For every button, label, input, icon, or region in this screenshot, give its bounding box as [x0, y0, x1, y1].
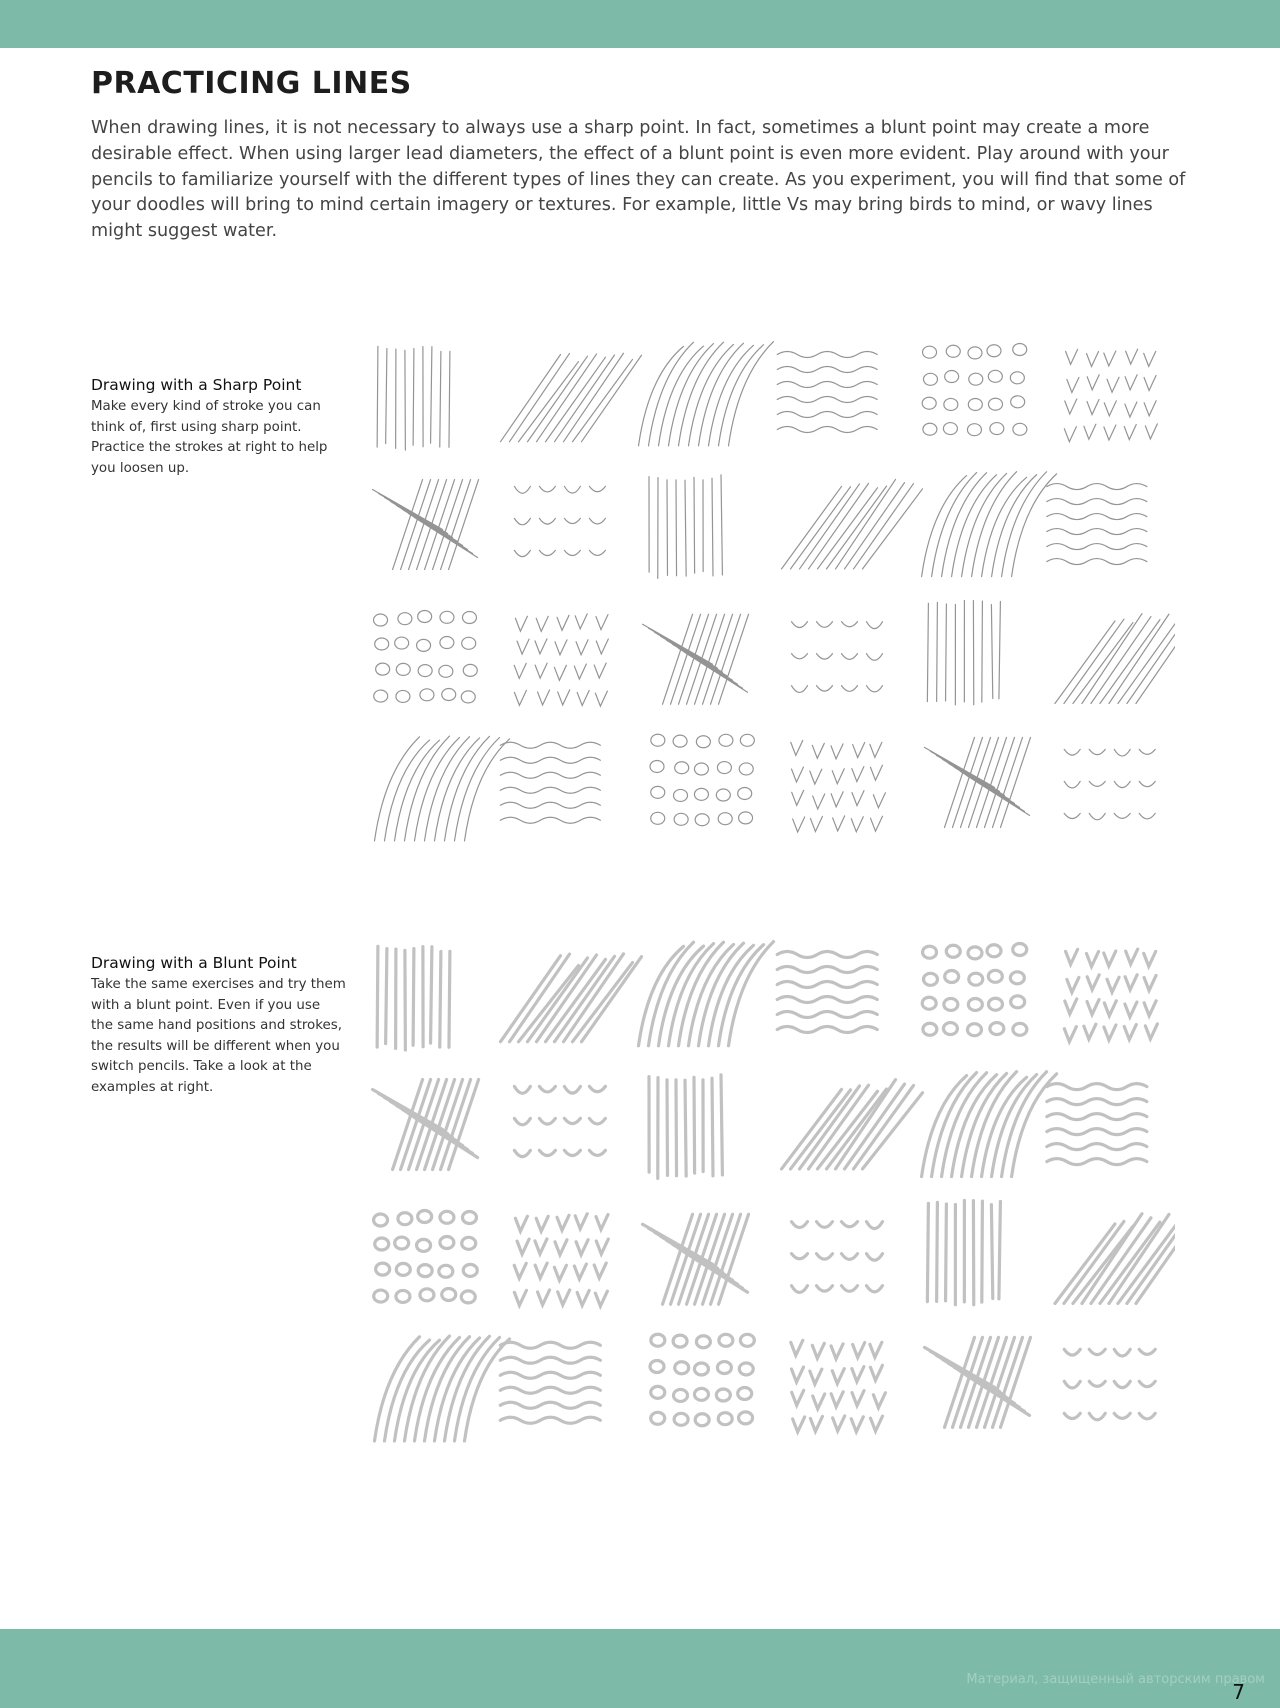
- blunt-point-text: Take the same exercises and try them with a blunt point. Even if you use the same hand positions and strokes, the results will be different when you switch pencils. Take a look at the examples at right.: [91, 977, 346, 1095]
- blunt-point-heading: Drawing with a Blunt Point: [91, 954, 297, 972]
- blunt-point-caption: [91, 954, 346, 1098]
- top-color-band: [0, 0, 1280, 48]
- page-number: 7: [1232, 1680, 1245, 1704]
- sharp-point-heading: Drawing with a Sharp Point: [91, 376, 302, 394]
- intro-paragraph: When drawing lines, it is not necessary to always use a sharp point. In fact, sometimes a blunt point may create a more desirable effect. When using larger lead diameters, the effect of a blunt point is even more evident. Play around with your pencils to familiarize yourself with the different types of lines they can create. As you experiment, you will find that some of your doodles will bring to mind certain imagery or textures. For example, little Vs may bring birds to mind, or wavy lines might suggest water.: [91, 118, 1186, 242]
- bottom-color-band: [0, 1629, 1280, 1708]
- sharp-point-strokes: [355, 325, 1175, 885]
- blunt-point-strokes: [355, 925, 1175, 1485]
- sharp-point-text: Make every kind of stroke you can think of, first using sharp point. Practice the strokes at right to help you loosen up.: [91, 399, 328, 476]
- page-title: PRACTICING LINES: [91, 66, 412, 101]
- copyright-watermark: Материал, защищенный авторским правом: [966, 1672, 1265, 1687]
- sharp-point-caption: [91, 376, 346, 479]
- sharp-stroke-sketches: [355, 325, 1175, 885]
- blunt-stroke-sketches: [355, 925, 1175, 1485]
